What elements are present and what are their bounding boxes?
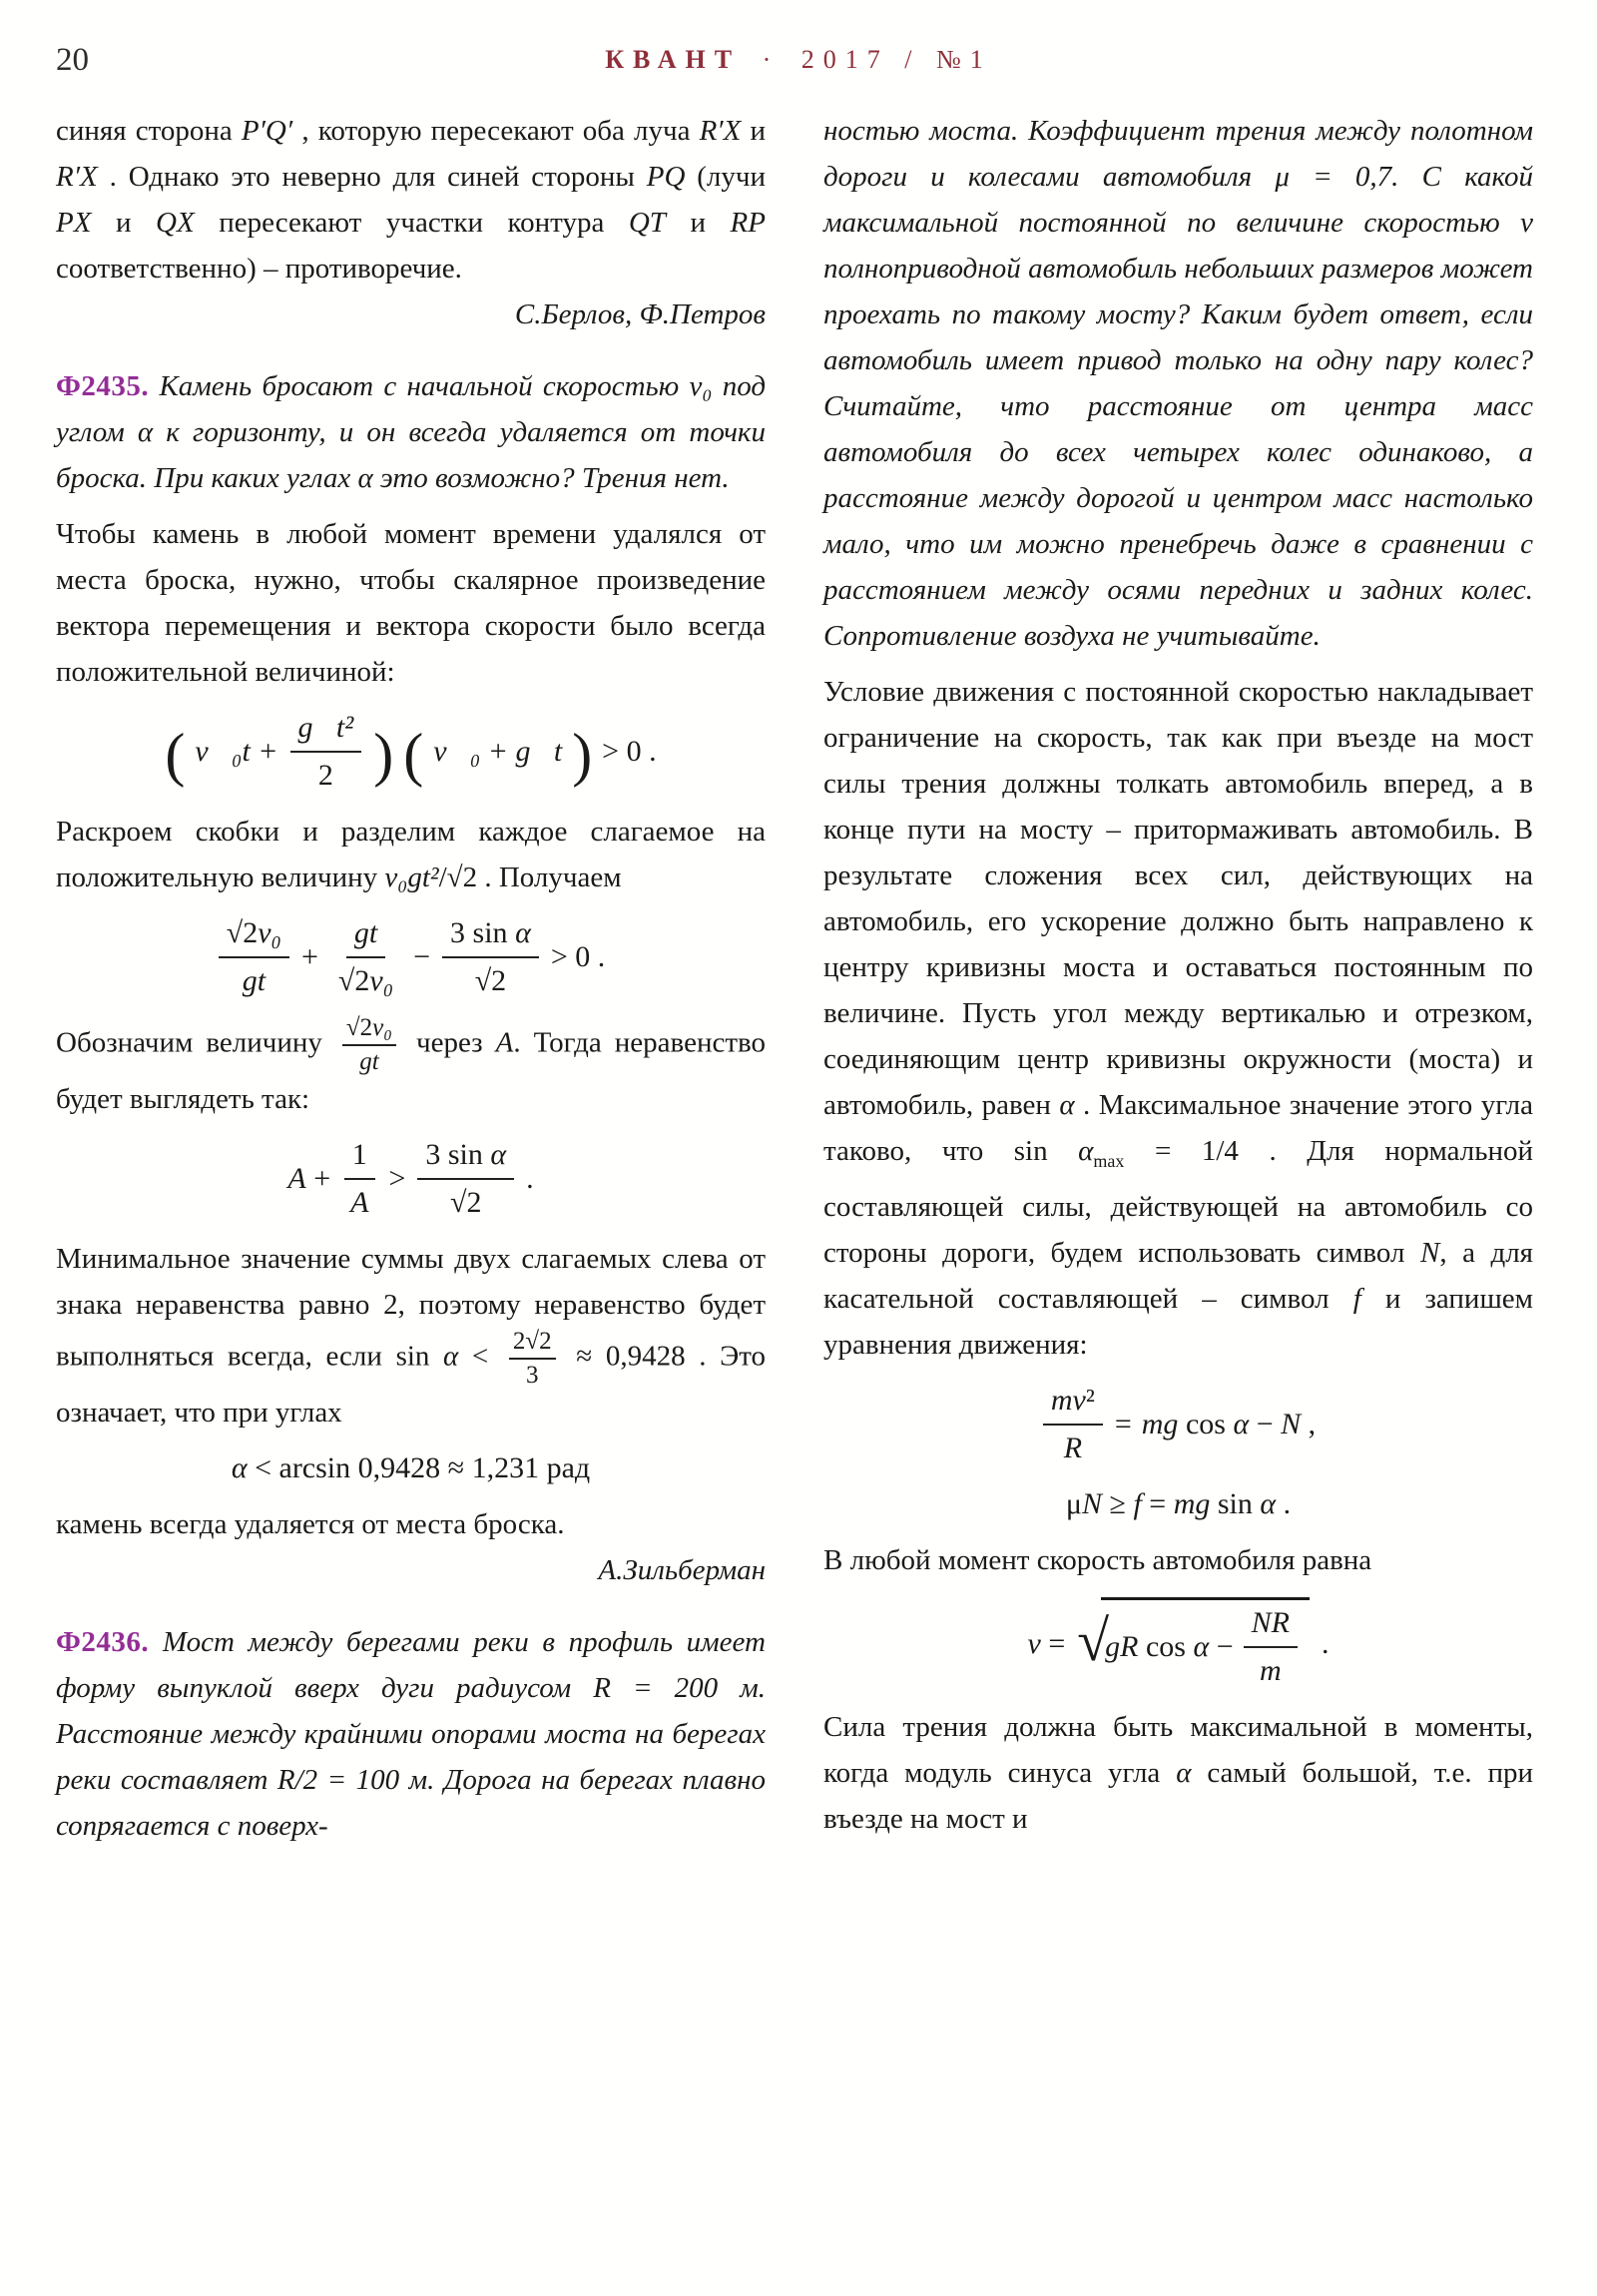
fraction-1 — [219, 914, 289, 1000]
period: . — [526, 1162, 534, 1195]
period: . — [1321, 1626, 1330, 1660]
page-number: 20 — [56, 42, 89, 78]
minus-sign: − — [413, 940, 431, 973]
formula-expanded-inequality — [56, 914, 766, 1000]
velocity-term: v⃗₀ + g⃗t — [433, 735, 563, 768]
square-root — [1077, 1597, 1310, 1690]
paragraph-solution: В любой момент скорость автомобиля равна — [823, 1544, 1372, 1576]
problem-f2435 — [56, 363, 766, 501]
denominator: R — [1063, 1432, 1083, 1464]
numerator: √2v₀ — [219, 914, 289, 958]
inline-fraction — [509, 1328, 556, 1390]
numerator: g⃗t² — [290, 709, 362, 753]
paragraph-solution: Раскроем скобки и разделим каждое слагаемое на положительную величину v₀gt²/√2 . Получаем — [56, 816, 766, 893]
formula-friction-inequality: μN ≥ f = mg sin α . — [1065, 1487, 1292, 1520]
inline-fraction — [342, 1014, 396, 1076]
journal-title: КВАНТ — [605, 45, 742, 74]
denominator: 2 — [317, 759, 333, 792]
text-after-fraction: через A. Тогда неравенство будет выглядеть так: — [56, 1026, 767, 1115]
paragraph-conclusion: камень всегда удаляется от места броска. — [56, 1508, 565, 1540]
text-before-fraction: Минимальное значение суммы двух слагаемых слева от знака неравенства равно 2, поэтому неравенство будет выполняться всегда, если — [56, 1243, 766, 1373]
fraction-3 — [442, 914, 539, 1000]
paragraph-solution-continuation: синяя сторона P′Q′ , которую пересекают оба луча R′X и R′X . Однако это неверно для синей стороны PQ (лучи PX и QX пересекают участки контура QT и RP соответственно) – противоречие. — [56, 115, 767, 285]
right-column — [823, 108, 1533, 1849]
sin-condition: sin α < — [395, 1340, 489, 1373]
separator-dot: · — [762, 45, 781, 74]
fraction-mv2-over-r — [1043, 1382, 1103, 1467]
formula-speed-sqrt — [823, 1597, 1533, 1690]
fraction-1-over-a — [342, 1136, 376, 1222]
greater-than-sign: > — [388, 1162, 406, 1195]
denominator: m — [1259, 1654, 1282, 1687]
term-a-plus: A + — [287, 1162, 331, 1195]
radicand — [1101, 1597, 1310, 1690]
authors-signature: А.Зильберман — [598, 1554, 766, 1586]
problem-text-f2436: Мост между берегами реки в профиль имеет форму выпуклой вверх дуги радиусом R = 200 м. Расстояние между крайними опорами моста на берегах реки составляет R/2 = 100 м. Дорога на берегах плавно сопрягается с поверх- — [56, 1626, 766, 1842]
problem-f2436 — [56, 1619, 766, 1849]
denominator: √2v₀ — [337, 964, 394, 997]
paragraph-solution: Чтобы камень в любой момент времени удалялся от места броска, нужно, чтобы скалярное произведение вектора перемещения и вектора скорости было всегда положительной величиной: — [56, 518, 766, 688]
fraction-3sin-over-sqrt2 — [417, 1136, 514, 1222]
formula-newton-radial — [823, 1382, 1533, 1467]
numerator: gt — [346, 914, 385, 958]
problem-number-f2436: Ф2436. — [56, 1626, 150, 1658]
denominator: √2 — [474, 964, 507, 997]
plus-sign: + — [300, 940, 318, 973]
fraction-nr-over-m — [1244, 1604, 1298, 1690]
displacement-term: v⃗₀t + — [195, 735, 278, 768]
denominator: gt — [359, 1048, 379, 1075]
problem-number-f2435: Ф2435. — [56, 370, 150, 402]
authors-signature: С.Берлов, Ф.Петров — [514, 298, 766, 330]
left-column — [56, 108, 766, 1849]
numerator: 3 sin α — [417, 1136, 514, 1180]
denominator: 3 — [526, 1362, 539, 1389]
problem-text-f2435: Камень бросают с начальной скоростью v₀ под углом α к горизонту, и он всегда удаляется от точки броска. При каких углах α это возможно? Трения нет. — [56, 370, 766, 494]
inequality-tail: > 0 . — [602, 735, 657, 768]
paragraph-solution: Условие движения с постоянной скоростью накладывает ограничение на скорость, так как при въезде на мост силы трения должны толкать автомобиль вперед, а в конце пути на мосту – притормаживать автомобиль. В результате сложения всех сил, действующих на автомобиль, его ускорение должно быть направлено к центру кривизны моста и оставаться постоянным по величине. Пусть угол между вертикалью и отрезком, соединяющим центр кривизны окружности (моста) и автомобиль, равен α . Максимальное значение этого угла таково, что $\sin \alpha_{max} = 1/4$ . Для нормальной составляющей силы, действующей на автомобиль со стороны дороги, будем использовать символ N, а для касательной составляющей – символ f и запишем уравнения движения: — [823, 676, 1534, 1361]
formula-a-inequality — [56, 1136, 766, 1222]
paragraph-solution: Сила трения должна быть максимальной в моменты, когда модуль синуса угла α самый большой, т.е. при въезде на мост и — [823, 1711, 1533, 1835]
text-after-fraction: ≈ 0,9428 . Это означает, что при углах — [56, 1340, 767, 1429]
right-hand-side: mg cos α − N , — [1141, 1408, 1317, 1440]
page-header — [56, 34, 1541, 86]
numerator: √2v₀ — [342, 1014, 396, 1046]
fraction-2 — [330, 914, 401, 1000]
paragraph-solution — [56, 1236, 766, 1435]
numerator: 3 sin α — [442, 914, 539, 958]
issue-label: 2017 / №1 — [800, 45, 992, 74]
numerator: 2√2 — [509, 1328, 556, 1360]
paragraph-solution — [56, 1014, 766, 1122]
numerator: mv² — [1043, 1382, 1103, 1426]
denominator: A — [350, 1186, 369, 1219]
radical-sign: √ — [1077, 1607, 1110, 1673]
equals-sign: = — [1114, 1408, 1132, 1440]
running-head — [56, 34, 1541, 86]
formula-scalar-product-condition: ( v⃗₀t + $\frac{\text{g⃗t²}}{2}$ ) ( v⃗₀ + g⃗t ) > 0 . — [56, 709, 766, 795]
inequality-tail: > 0 . — [550, 940, 606, 973]
lhs-v-equals: v = — [1027, 1626, 1066, 1660]
denominator: gt — [242, 964, 266, 997]
formula-angle-result: α < arcsin 0,9428 ≈ 1,231 рад — [231, 1451, 591, 1484]
radicand-text: gR cos α − — [1105, 1630, 1234, 1663]
two-column-layout — [56, 108, 1541, 1849]
numerator: NR — [1244, 1604, 1298, 1648]
problem-f2436-continuation: ностью моста. Коэффициент трения между полотном дороги и колесами автомобиля μ = 0,7. С какой максимальной постоянной по величине скоростью v полноприводной автомобиль небольших размеров может проехать по такому мосту? Каким будет ответ, если автомобиль имеет привод только на одну пару колес? Считайте, что расстояние от центра масс автомобиля до всех четырех колес одинаково, а расстояние между дорогой и центром масс настолько мало, что им можно пренебречь даже в сравнении с расстоянием между осями передних и задних колес. Сопротивление воздуха не учитывайте. — [823, 115, 1533, 652]
numerator: 1 — [344, 1136, 375, 1180]
fraction-gt2-over-2 — [290, 709, 362, 795]
text-before-fraction: Обозначим величину — [56, 1026, 322, 1059]
denominator: √2 — [450, 1186, 482, 1219]
